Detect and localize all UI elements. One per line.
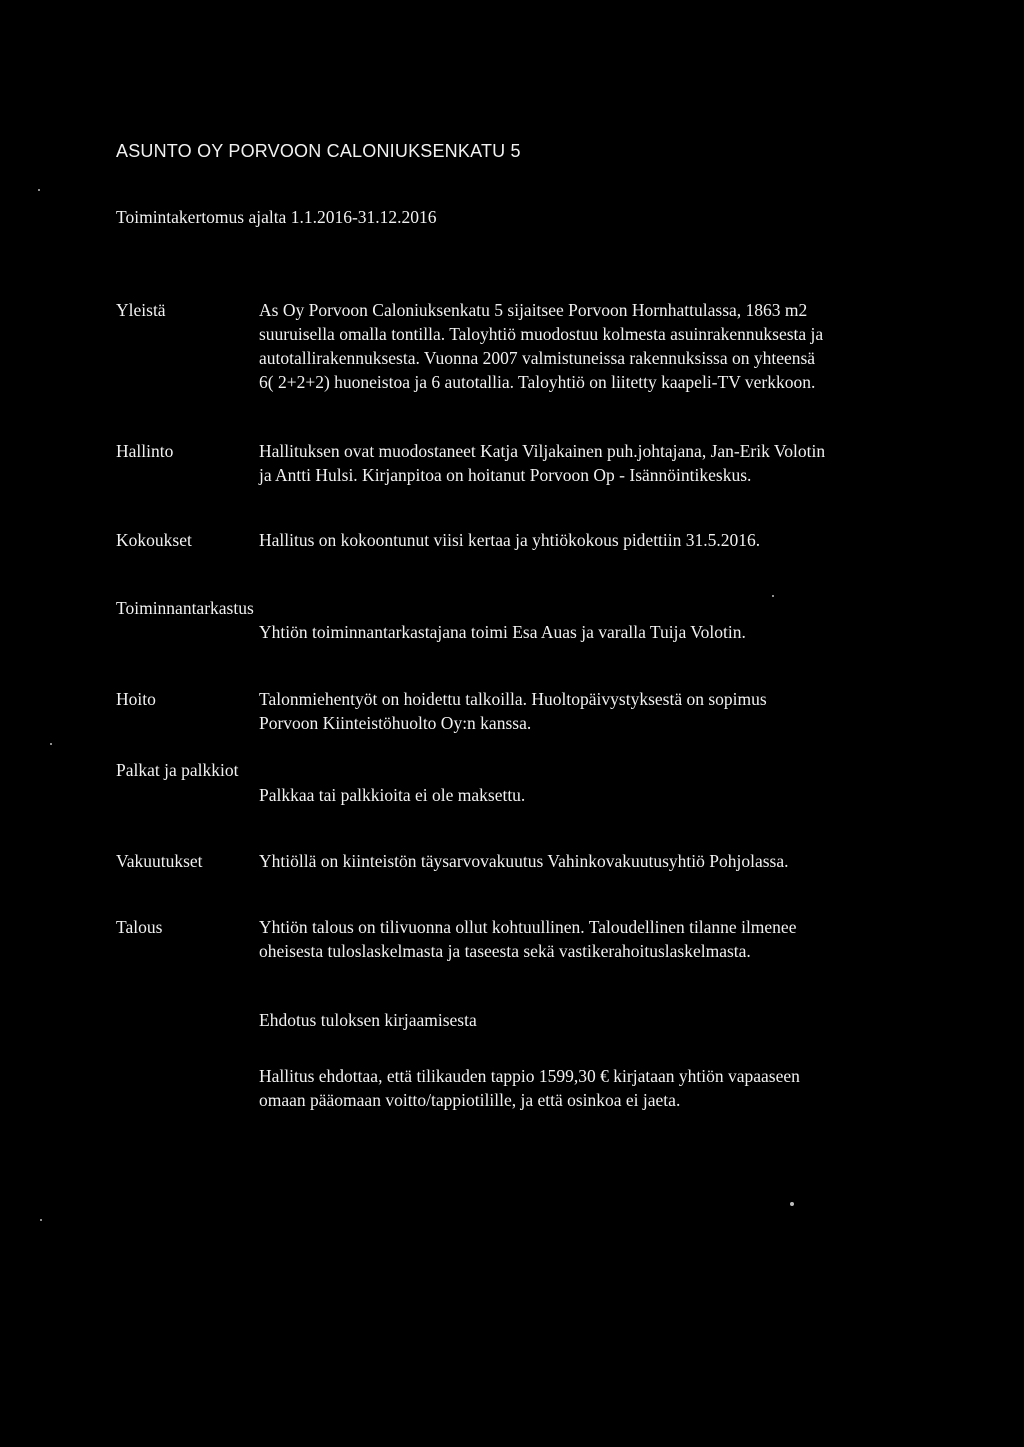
section-label: Toiminnantarkastus [116,598,254,618]
section-text [259,687,919,735]
text-line: Porvoon Kiinteistöhuolto Oy:n kanssa. [259,713,532,733]
text-line: omaan pääomaan voitto/tappiotilille, ja että osinkoa ei jaeta. [259,1090,681,1110]
scan-speck [40,1219,42,1221]
text-line: 6( 2+2+2) huoneistoa ja 6 autotallia. Taloyhtiö on liitetty kaapeli-TV verkkoon. [259,372,816,392]
text-line: oheisesta tuloslaskelmasta ja taseesta sekä vastikerahoituslaskelmasta. [259,941,751,961]
text-line: Talonmiehentyöt on hoidettu talkoilla. Huoltopäivystyksestä on sopimus [259,689,767,709]
section-heading: Ehdotus tuloksen kirjaamisesta [259,1010,477,1030]
text-line: ja Antti Hulsi. Kirjanpitoa on hoitanut Porvoon Op - Isännöintikeskus. [259,465,752,485]
text-line: Hallitus on kokoontunut viisi kertaa ja yhtiökokous pidettiin 31.5.2016. [259,530,761,550]
scan-speck [772,595,774,597]
scan-speck [38,189,40,191]
scan-speck [790,1202,794,1206]
section-label: Talous [116,917,163,937]
section-label: Yleistä [116,300,166,320]
section-text [259,298,919,394]
section-text [259,915,919,963]
section-text [259,528,919,552]
text-line: As Oy Porvoon Caloniuksenkatu 5 sijaitsee Porvoon Hornhattulassa, 1863 m2 [259,300,808,320]
text-line: Hallitus ehdottaa, että tilikauden tappio 1599,30 € kirjataan yhtiön vapaaseen [259,1066,800,1086]
text-line: Palkkaa tai palkkioita ei ole maksettu. [259,785,526,805]
text-line: Yhtiön toiminnantarkastajana toimi Esa Auas ja varalla Tuija Volotin. [259,622,746,642]
section-text [259,620,919,644]
company-name: ASUNTO OY PORVOON CALONIUKSENKATU 5 [116,141,521,161]
text-line: Hallituksen ovat muodostaneet Katja Viljakainen puh.johtajana, Jan-Erik Volotin [259,441,826,461]
scan-speck [50,743,52,745]
text-line: suuruisella omalla tontilla. Taloyhtiö muodostuu kolmesta asuinrakennuksesta ja [259,324,824,344]
section-text [259,439,919,487]
section-text [259,1008,919,1112]
text-line: Yhtiöllä on kiinteistön täysarvovakuutus Vahinkovakuutusyhtiö Pohjolassa. [259,851,789,871]
text-line: autotallirakennuksesta. Vuonna 2007 valmistuneissa rakennuksissa on yhteensä [259,348,816,368]
section-label: Vakuutukset [116,851,203,871]
report-title: Toimintakertomus ajalta 1.1.2016-31.12.2016 [116,207,437,227]
section-label: Hallinto [116,441,174,461]
text-line: Yhtiön talous on tilivuonna ollut kohtuullinen. Taloudellinen tilanne ilmenee [259,917,797,937]
section-label: Kokoukset [116,530,192,550]
section-text [259,849,919,873]
section-text [259,783,919,807]
section-label: Palkat ja palkkiot [116,760,239,780]
spacer [259,1032,919,1064]
section-label: Hoito [116,689,156,709]
